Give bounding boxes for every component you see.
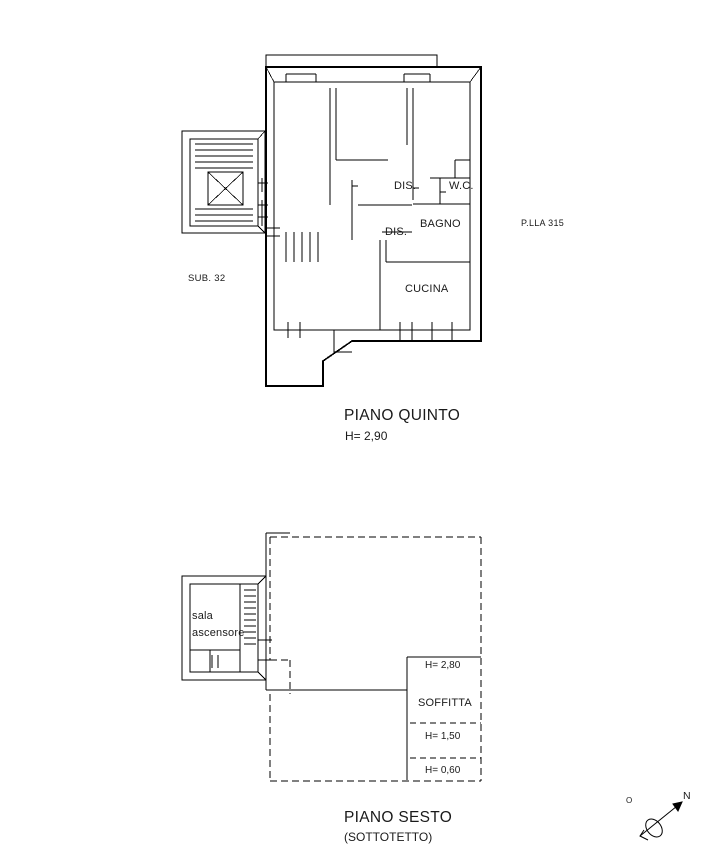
room-label-wc: W.C. [449, 180, 474, 192]
attic-height-150: H= 1,50 [425, 731, 461, 742]
compass-north-label: N [683, 790, 691, 802]
fifth-floor-title: PIANO QUINTO [344, 407, 461, 424]
room-label-sala-line1: sala [192, 610, 213, 622]
parcel-label: P.LLA 315 [521, 218, 565, 228]
attic-height-280: H= 2,80 [425, 660, 461, 671]
compass-west-label: O [626, 796, 633, 805]
sixth-floor-subtitle: (SOTTOTETTO) [344, 830, 433, 844]
subunit-label: SUB. 32 [188, 273, 226, 284]
room-label-bagno: BAGNO [420, 218, 461, 230]
room-label-cucina: CUCINA [405, 283, 449, 295]
fifth-floor-height: H= 2,90 [345, 429, 388, 443]
room-label-soffitta: SOFFITTA [418, 697, 472, 709]
sixth-floor-title: PIANO SESTO [344, 809, 453, 826]
room-label-sala-line2: ascensore [192, 627, 245, 639]
room-label-dis-upper: DIS. [394, 180, 417, 192]
room-label-dis-lower: DIS. [385, 226, 408, 238]
attic-height-060: H= 0,60 [425, 765, 461, 776]
